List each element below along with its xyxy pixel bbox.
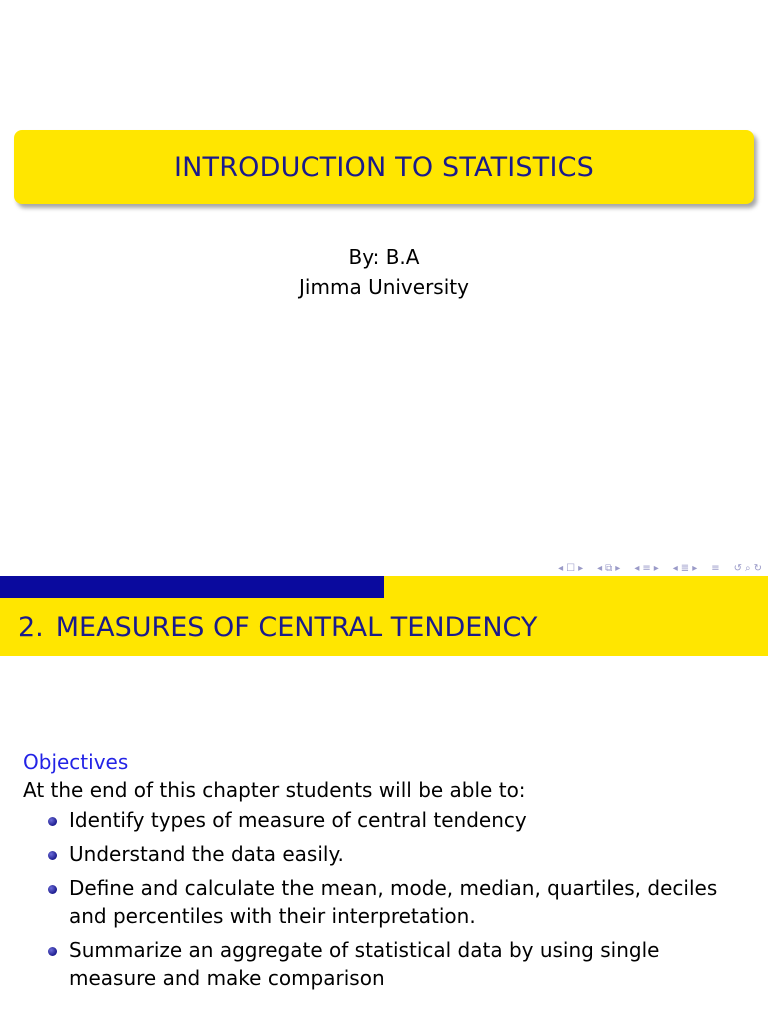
beamer-navigation	[558, 561, 762, 575]
objectives-list	[23, 806, 743, 992]
nav-back-arrow-icon[interactable]: ◂	[558, 562, 564, 574]
list-item-text: Understand the data easily.	[69, 842, 344, 866]
part-navigation[interactable]	[673, 563, 697, 574]
nav-back-arrow-icon[interactable]: ◂	[672, 562, 678, 574]
undo-icon[interactable]: ↺	[733, 562, 742, 574]
section-title: MEASURES OF CENTRAL TENDENCY	[55, 611, 538, 643]
nav-forward-arrow-icon[interactable]: ▸	[578, 562, 584, 574]
presentation-title: INTRODUCTION TO STATISTICS	[173, 151, 595, 183]
nav-back-arrow-icon[interactable]: ◂	[634, 562, 640, 574]
list-item	[45, 874, 743, 930]
section-number: 2.	[18, 611, 44, 643]
nav-forward-arrow-icon[interactable]: ▸	[615, 562, 621, 574]
section-navigation[interactable]	[634, 563, 658, 574]
slide-body	[23, 748, 743, 998]
frame-icon[interactable]: ☐	[566, 562, 576, 574]
header-progress-strip	[0, 576, 768, 598]
title-box	[14, 130, 754, 204]
content-slide	[0, 576, 768, 1024]
frame-header	[0, 598, 768, 656]
nav-forward-arrow-icon[interactable]: ▸	[653, 562, 659, 574]
list-item	[45, 840, 743, 868]
nav-back-arrow-icon[interactable]: ◂	[597, 562, 603, 574]
objectives-heading: Objectives	[23, 750, 129, 774]
list-item-text: Summarize an aggregate of statistical data by using single measure and make comparison	[69, 938, 660, 990]
frame-title	[18, 612, 537, 643]
bullet-icon	[48, 885, 57, 894]
list-item	[45, 806, 743, 834]
search-controls[interactable]	[734, 563, 762, 574]
redo-icon[interactable]: ↻	[753, 562, 762, 574]
author-name: By: B.A	[348, 245, 420, 269]
subsection-navigation[interactable]	[597, 563, 620, 574]
progress-bar	[0, 576, 384, 598]
list-item-text: Identify types of measure of central tendency	[69, 808, 527, 832]
part-icon[interactable]: ≣	[680, 562, 690, 574]
outline-icon[interactable]: ≡	[711, 562, 720, 574]
institution-name: Jimma University	[299, 275, 469, 299]
search-icon[interactable]: ⌕	[745, 562, 751, 574]
subsection-icon[interactable]: ⧉	[605, 562, 613, 574]
bullet-icon	[48, 947, 57, 956]
frame-navigation[interactable]	[558, 563, 583, 574]
nav-forward-arrow-icon[interactable]: ▸	[692, 562, 698, 574]
bullet-icon	[48, 851, 57, 860]
list-item-text: Define and calculate the mean, mode, median, quartiles, deciles and percentiles with their interpretation.	[69, 876, 718, 928]
objectives-intro: At the end of this chapter students will be able to:	[23, 778, 526, 802]
section-icon[interactable]: ≡	[642, 562, 651, 574]
bullet-icon	[48, 817, 57, 826]
author-block	[0, 242, 768, 302]
list-item	[45, 936, 743, 992]
